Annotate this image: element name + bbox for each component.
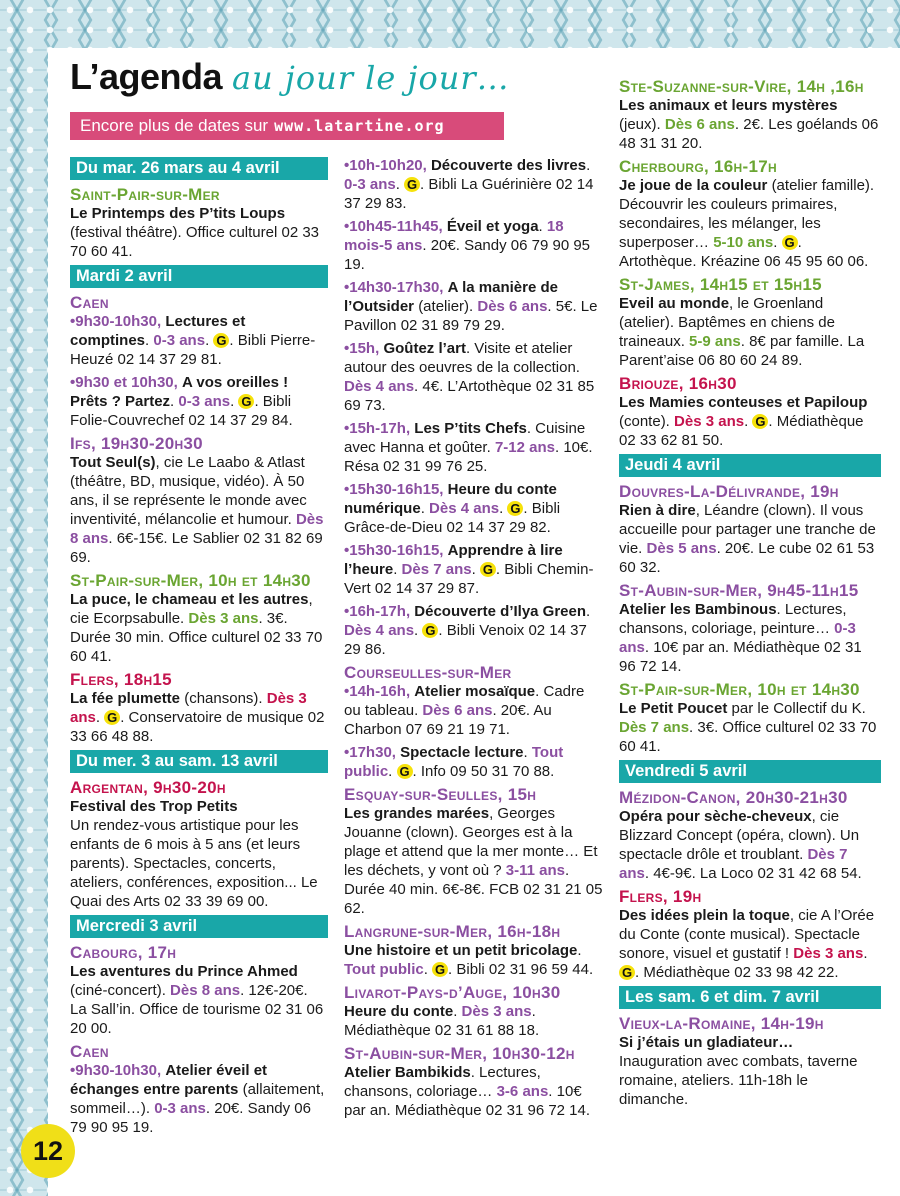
event-age: Dès 3 ans — [70, 690, 307, 726]
event-title: Découverte d’Ilya Green — [414, 603, 587, 620]
event: •9h30 et 10h30, A vos oreilles ! Prêts ? Partez. 0-3 ans. G . Bibli Folie-Couvrechef 02 14 37 29 84. — [70, 374, 293, 429]
event-age: 0-3 ans — [154, 1100, 206, 1117]
event-title: Atelier Bambikids — [344, 1064, 471, 1081]
event: •15h30-16h15, Apprendre à lire l’heure. Dès 7 ans. G . Bibli Chemin-Vert 02 14 37 29 87. — [344, 542, 594, 597]
event-text: Artothèque. Kréazine 06 45 95 60 06. — [619, 253, 869, 270]
city-heading: Caen — [70, 1042, 109, 1061]
city-heading: Cabourg, 17h — [70, 943, 177, 962]
event: •15h-17h, Les P’tits Chefs. Cuisine avec Hanna et goûter. 7-12 ans. 10€. Résa 02 31 99 76 25. — [344, 420, 593, 475]
free-badge: G — [752, 414, 768, 429]
event-text: par le Collectif du K. — [731, 700, 866, 717]
event: •17h30, Spectacle lecture. Tout public. G . Info 09 50 31 70 88. — [344, 744, 564, 780]
event-age: Dès 4 ans — [344, 622, 415, 639]
event — [619, 1033, 881, 1109]
city-heading: Flers, 19h — [619, 887, 702, 906]
event: Tout Seul(s), cie Le Laabo & Atlast (théâtre, BD, musique, vidéo). À 50 ans, il se représente le monde avec inventivité, mélancolie et humour. Dès 8 ans. 6€-15€. Le Sablier 02 31 82 69 69. — [70, 454, 324, 566]
event-text: (atelier). — [418, 298, 474, 315]
date-bar: Jeudi 4 avril — [619, 454, 881, 477]
event-age: 3-11 ans — [505, 862, 565, 879]
event: •9h30-10h30, Atelier éveil et échanges entre parents (allaitement, sommeil…). 0-3 ans. 20€. Sandy 06 79 90 95 19. — [70, 1062, 325, 1136]
date-bar: Du mer. 3 au sam. 13 avril — [70, 750, 328, 773]
event-age: 0-3 ans — [178, 393, 231, 410]
event-time: •15h30-16h15, — [344, 542, 444, 559]
city-heading: St-Pair-sur-Mer, 10h et 14h30 — [619, 680, 860, 699]
event-title: Une histoire et un petit bricolage — [344, 942, 578, 959]
city-heading: St-Aubin-sur-Mer, 9h45-11h15 — [619, 581, 859, 600]
free-badge: G — [238, 394, 254, 409]
event: Les Mamies conteuses et Papiloup (conte). Dès 3 ans. G . Médiathèque 02 33 62 81 50. — [619, 394, 868, 449]
event-age: Dès 6 ans — [422, 702, 493, 719]
free-badge: G — [480, 562, 496, 577]
city-heading: Cherbourg, 16h-17h — [619, 157, 777, 176]
event-text: , cie Blizzard Concept (opéra, clown). Un spectacle drôle et troublant. — [619, 808, 860, 863]
event-title: Les Mamies conteuses et Papiloup — [619, 394, 868, 411]
event: Atelier les Bambinous. Lectures, chansons, coloriage, peinture… 0-3 ans. 10€ par an. Médiathèque 02 31 96 72 14. — [619, 601, 862, 675]
column-3 — [619, 74, 881, 1113]
event-age: Tout public — [344, 744, 564, 780]
event-title: Je joue de la couleur — [619, 177, 768, 194]
event-title: Le Petit Poucet — [619, 700, 728, 717]
event-title: Atelier éveil et échanges entre parents — [70, 1062, 268, 1098]
date-bar: Mardi 2 avril — [70, 265, 328, 288]
event-age: Dès 5 ans — [646, 540, 717, 557]
free-badge: G — [104, 710, 120, 725]
event-title: La fée plumette — [70, 690, 181, 707]
free-badge: G — [397, 764, 413, 779]
event: •15h, Goûtez l’art. Visite et atelier autour des oeuvres de la collection. Dès 4 ans. 4€. L’Artothèque 02 31 85 69 73. — [344, 340, 595, 414]
event-text: 6€-15€. Le Sablier 02 31 82 69 69. — [70, 530, 323, 566]
event-text: (allaitement, sommeil…). — [70, 1081, 325, 1117]
event-text: 10€ par an. Médiathèque 02 31 96 72 14. — [619, 639, 862, 675]
event-text: Bibli La Guérinière 02 14 37 29 83. — [344, 176, 594, 212]
banner-url[interactable]: www.latartine.org — [274, 117, 445, 135]
event-text: , le Groenland (atelier). Baptêmes en chiens de traineaux. — [619, 295, 835, 350]
event-text: 2€. Les goélands 06 48 31 31 20. — [619, 116, 879, 152]
event-text: . Cuisine avec Hanna et goûter. — [344, 420, 586, 456]
column-2 — [344, 156, 604, 1124]
event-age: Tout public — [344, 961, 424, 978]
event: Une histoire et un petit bricolage. Tout public. G . Bibli 02 31 96 59 44. — [344, 942, 594, 978]
free-badge: G — [432, 962, 448, 977]
page-title-script: au jour le jour… — [232, 59, 510, 97]
event-text: . Cadre ou tableau. — [344, 683, 585, 719]
event: Les aventures du Prince Ahmed (ciné-concert). Dès 8 ans. 12€-20€. La Sall’in. Office de tourisme 02 31 06 20 00. — [70, 963, 324, 1037]
event-text: Bibli Pierre-Heuzé 02 14 37 29 81. — [70, 332, 316, 368]
event — [70, 204, 328, 261]
event-time: •17h30, — [344, 744, 396, 761]
event-title: Les grandes marées — [344, 805, 490, 822]
event-text: (jeux). — [619, 116, 661, 133]
event-title: Les P’tits Chefs — [414, 420, 527, 437]
event-age: Dès 6 ans — [477, 298, 548, 315]
free-badge: G — [213, 333, 229, 348]
event-text: Bibli 02 31 96 59 44. — [456, 961, 594, 978]
event-text: Durée 40 min. 6€-8€. FCB 02 31 21 05 62. — [344, 881, 603, 917]
banner-text: Encore plus de dates sur — [80, 116, 269, 135]
event: Rien à dire, Léandre (clown). Il vous accueille pour partager une tranche de vie. Dès 5 ans. 20€. Le cube 02 61 53 60 32. — [619, 502, 876, 576]
city-heading: Langrune-sur-Mer, 16h-18h — [344, 922, 561, 941]
column-1 — [70, 154, 328, 1141]
event: •16h-17h, Découverte d’Ilya Green. Dès 4 ans. G . Bibli Venoix 02 14 37 29 86. — [344, 603, 591, 658]
event-text: (atelier famille). Découvrir les couleurs primaires, secondaires, les mélanger, les superposer… — [619, 177, 875, 251]
event-text: 20€. Sandy 06 79 90 95 19. — [344, 237, 591, 273]
event-title: Heure du conte numérique — [344, 481, 557, 517]
event: •14h30-17h30, A la manière de l’Outsider (atelier). Dès 6 ans. 5€. Le Pavillon 02 31 89 79 29. — [344, 279, 598, 334]
event-time: •14h30-17h30, — [344, 279, 444, 296]
event-text: 20€. Sandy 06 79 90 95 19. — [70, 1100, 311, 1136]
event-text: . Lectures, chansons, coloriage, peinture… — [619, 601, 847, 637]
event-text: 20€. Le cube 02 61 53 60 32. — [619, 540, 875, 576]
event-title: Opéra pour sèche-cheveux — [619, 808, 812, 825]
event-title: Atelier mosaïque — [414, 683, 536, 700]
event-text: . Visite et atelier autour des oeuvres de la collection. — [344, 340, 580, 376]
event-text: Bibli Grâce-de-Dieu 02 14 37 29 82. — [344, 500, 561, 536]
date-bar: Mercredi 3 avril — [70, 915, 328, 938]
event-text: 5€. Le Pavillon 02 31 89 79 29. — [344, 298, 598, 334]
event: •15h30-16h15, Heure du conte numérique. Dès 4 ans. G . Bibli Grâce-de-Dieu 02 14 37 29 82. — [344, 481, 561, 536]
event-text: 3€. Durée 30 min. Office culturel 02 33 70 60 41. — [70, 610, 323, 665]
event-text: , cie A l’Orée du Conte (conte musical). Spectacle sonore, visuel et gustatif ! — [619, 907, 875, 962]
event: Atelier Bambikids. Lectures, chansons, coloriage… 3-6 ans. 10€ par an. Médiathèque 02 31 96 72 14. — [344, 1064, 591, 1119]
page-number: 12 — [21, 1124, 75, 1178]
city-heading: Courseulles-sur-Mer — [344, 663, 512, 682]
event-title: Atelier les Bambinous — [619, 601, 777, 618]
event-time: •9h30 et 10h30, — [70, 374, 178, 391]
event-text: , Georges Jouanne (clown). Georges est à la plage et attend que la mer monte… Et les déchets, y vont où ? — [344, 805, 598, 879]
event-text: Un rendez-vous artistique pour les enfants de 6 mois à 5 ans (et leurs parents). Spectacles, concerts, ateliers, conférences, exposition... Le Quai des Arts 02 33 39 69 00. — [70, 817, 318, 910]
event-age: Dès 8 ans — [70, 511, 324, 547]
event-time: •9h30-10h30, — [70, 1062, 162, 1079]
event-title: Apprendre à lire l’heure — [344, 542, 563, 578]
city-heading: Saint-Pair-sur-Mer — [70, 185, 220, 204]
date-bar: Les sam. 6 et dim. 7 avril — [619, 986, 881, 1009]
free-badge: G — [422, 623, 438, 638]
event-age: 0-3 ans — [344, 176, 396, 193]
event-time: •15h, — [344, 340, 380, 357]
event-text: . Lectures, chansons, coloriage… — [344, 1064, 541, 1100]
event: Les animaux et leurs mystères (jeux). Dès 6 ans. 2€. Les goélands 06 48 31 31 20. — [619, 97, 879, 152]
free-badge: G — [782, 235, 798, 250]
event: Des idées plein la toque, cie A l’Orée du Conte (conte musical). Spectacle sonore, visuel et gustatif ! Dès 3 ans. G . Médiathèque 02 33 98 42 22. — [619, 907, 875, 981]
event-title: Des idées plein la toque — [619, 907, 790, 924]
city-heading: Douvres-La-Délivrande, 19h — [619, 482, 839, 501]
free-badge: G — [619, 965, 635, 980]
event-text: Inauguration avec combats, taverne romaine, ateliers. 11h-18h le dimanche. — [619, 1053, 858, 1108]
more-dates-banner — [70, 112, 504, 140]
event-title: Heure du conte — [344, 1003, 454, 1020]
event-age: 3-6 ans — [496, 1083, 549, 1100]
city-heading: Argentan, 9h30-20h — [70, 778, 226, 797]
event-text: , cie Ecorpsabulle. — [70, 591, 313, 627]
agenda-page — [32, 48, 900, 1196]
event-text: 20€. Au Charbon 07 69 21 19 71. — [344, 702, 552, 738]
event-text: 12€-20€. La Sall’in. Office de tourisme 02 31 06 20 00. — [70, 982, 324, 1037]
event-age: Dès 7 ans — [401, 561, 472, 578]
event: La puce, le chameau et les autres, cie Ecorpsabulle. Dès 3 ans. 3€. Durée 30 min. Office culturel 02 33 70 60 41. — [70, 591, 323, 665]
event-title: Rien à dire — [619, 502, 696, 519]
event-age: Dès 3 ans — [674, 413, 745, 430]
city-heading: St-Aubin-sur-Mer, 10h30-12h — [344, 1044, 575, 1063]
page-header — [70, 56, 630, 116]
event-title: Goûtez l’art — [383, 340, 466, 357]
event-age: Dès 6 ans — [664, 116, 735, 133]
event-text: (festival théâtre). Office culturel 02 33 70 60 41. — [70, 224, 320, 260]
event-text: 10€. Résa 02 31 99 76 25. — [344, 439, 593, 475]
city-heading: Mézidon-Canon, 20h30-21h30 — [619, 788, 848, 807]
city-heading: St-Pair-sur-Mer, 10h et 14h30 — [70, 571, 311, 590]
event: •10h45-11h45, Éveil et yoga. 18 mois-5 ans. 20€. Sandy 06 79 90 95 19. — [344, 218, 591, 273]
free-badge: G — [507, 501, 523, 516]
free-badge: G — [404, 177, 420, 192]
event-age: 5-9 ans — [689, 333, 741, 350]
event-title: La puce, le chameau et les autres — [70, 591, 309, 608]
event-text: 3€. Office culturel 02 33 70 60 41. — [619, 719, 877, 755]
event-title: Éveil et yoga — [446, 218, 539, 235]
event-text: 4€-9€. La Loco 02 31 42 68 54. — [653, 865, 862, 882]
event — [70, 797, 328, 911]
event-title: Découverte des livres — [430, 157, 587, 174]
event-age: 0-3 ans — [153, 332, 206, 349]
event: Les grandes marées, Georges Jouanne (clown). Georges est à la plage et attend que la mer monte… Et les déchets, y vont où ? 3-11 ans. Durée 40 min. 6€-8€. FCB 02 31 21 05 62. — [344, 805, 603, 917]
event-time: •15h30-16h15, — [344, 481, 444, 498]
event: Le Petit Poucet par le Collectif du K. Dès 7 ans. 3€. Office culturel 02 33 70 60 41. — [619, 700, 877, 755]
event-title: Eveil au monde — [619, 295, 730, 312]
event: La fée plumette (chansons). Dès 3 ans. G . Conservatoire de musique 02 33 66 48 88. — [70, 690, 325, 745]
event-text: Médiathèque 02 33 98 42 22. — [643, 964, 839, 981]
event-time: •15h-17h, — [344, 420, 411, 437]
event-text: 4€. L’Artothèque 02 31 85 69 73. — [344, 378, 595, 414]
city-heading: St-James, 14h15 et 15h15 — [619, 275, 822, 294]
event-age: 7-12 ans — [494, 439, 555, 456]
event-title: Tout Seul(s) — [70, 454, 156, 471]
event-text: , Léandre (clown). Il vous accueille pour partager une tranche de vie. — [619, 502, 876, 557]
event-age: 5-10 ans — [713, 234, 774, 251]
event-age: Dès 7 ans — [619, 846, 848, 882]
event-title: Spectacle lecture — [400, 744, 524, 761]
event: Heure du conte. Dès 3 ans. Médiathèque 02 31 61 88 18. — [344, 1003, 540, 1039]
event-text: Médiathèque 02 31 61 88 18. — [344, 1022, 540, 1039]
city-heading: Livarot-Pays-d’Auge, 10h30 — [344, 983, 561, 1002]
event-age: 18 mois-5 ans — [344, 218, 564, 254]
event-text: Bibli Folie-Couvrechef 02 14 37 29 84. — [70, 393, 293, 429]
event-age: Dès 4 ans — [344, 378, 415, 395]
event-text: Bibli Chemin-Vert 02 14 37 29 87. — [344, 561, 594, 597]
event: Eveil au monde, le Groenland (atelier). Baptêmes en chiens de traineaux. 5-9 ans. 8€ par famille. La Parent’aise 06 80 60 24 89. — [619, 295, 865, 369]
city-heading: Esquay-sur-Seulles, 15h — [344, 785, 537, 804]
city-heading: Caen — [70, 293, 109, 312]
event-age: Dès 3 ans — [461, 1003, 532, 1020]
event-text: Bibli Venoix 02 14 37 29 86. — [344, 622, 587, 658]
event-age: Dès 4 ans — [429, 500, 500, 517]
event-title: Lectures et comptines — [70, 313, 246, 349]
event-text: (ciné-concert). — [70, 982, 166, 999]
event-title: Les aventures du Prince Ahmed — [70, 963, 298, 980]
event-time: •10h45-11h45, — [344, 218, 443, 235]
event-time: •9h30-10h30, — [70, 313, 162, 330]
event: Opéra pour sèche-cheveux, cie Blizzard Concept (opéra, clown). Un spectacle drôle et troublant. Dès 7 ans. 4€-9€. La Loco 02 31 42 68 54. — [619, 808, 862, 882]
event: •14h-16h, Atelier mosaïque. Cadre ou tableau. Dès 6 ans. 20€. Au Charbon 07 69 21 19 71. — [344, 683, 585, 738]
event-title: Si j’étais un gladiateur… — [619, 1034, 794, 1051]
date-bar: Du mar. 26 mars au 4 avril — [70, 157, 328, 180]
event: Je joue de la couleur (atelier famille). Découvrir les couleurs primaires, secondaires, les mélanger, les superposer… 5-10 ans. G . Artothèque. Kréazine 06 45 95 60 06. — [619, 177, 875, 270]
event-age: Dès 3 ans — [793, 945, 864, 962]
date-bar: Vendredi 5 avril — [619, 760, 881, 783]
event-age: Dès 7 ans — [619, 719, 690, 736]
event-title: Festival des Trop Petits — [70, 798, 238, 815]
event-text: (conte). — [619, 413, 670, 430]
event-text: 10€ par an. Médiathèque 02 31 96 72 14. — [344, 1083, 591, 1119]
city-heading: Flers, 18h15 — [70, 670, 172, 689]
event-text: Médiathèque 02 33 62 81 50. — [619, 413, 864, 449]
event-text: Conservatoire de musique 02 33 66 48 88. — [70, 709, 325, 745]
event-title: Le Printemps des P’tits Loups — [70, 205, 286, 222]
event-age: 0-3 ans — [619, 620, 856, 656]
city-heading: Ste-Suzanne-sur-Vire, 14h ,16h — [619, 77, 864, 96]
event-text: (chansons). — [184, 690, 263, 707]
city-heading: Briouze, 16h30 — [619, 374, 737, 393]
city-heading: Vieux-la-Romaine, 14h-19h — [619, 1014, 824, 1033]
event-text: 8€ par famille. La Parent’aise 06 80 60 24 89. — [619, 333, 865, 369]
city-heading: Ifs, 19h30-20h30 — [70, 434, 203, 453]
event-title: A vos oreilles ! Prêts ? Partez — [70, 374, 289, 410]
page-title: L’agenda — [70, 56, 223, 97]
event: •9h30-10h30, Lectures et comptines. 0-3 ans. G . Bibli Pierre-Heuzé 02 14 37 29 81. — [70, 313, 316, 368]
event-text: Info 09 50 31 70 88. — [420, 763, 555, 780]
event-age: Dès 3 ans — [188, 610, 259, 627]
event: •10h-10h20, Découverte des livres. 0-3 ans. G . Bibli La Guérinière 02 14 37 29 83. — [344, 157, 594, 212]
event-age: Dès 8 ans — [170, 982, 241, 999]
event-text: , cie Le Laabo & Atlast (théâtre, BD, musique, vidéo). À 50 ans, il se représente le monde avec inventivité, mélancolie et humour. — [70, 454, 307, 528]
event-time: •16h-17h, — [344, 603, 411, 620]
event-time: •10h-10h20, — [344, 157, 427, 174]
event-title: Les animaux et leurs mystères — [619, 97, 838, 114]
event-time: •14h-16h, — [344, 683, 411, 700]
event-title: A la manière de l’Outsider — [344, 279, 558, 315]
